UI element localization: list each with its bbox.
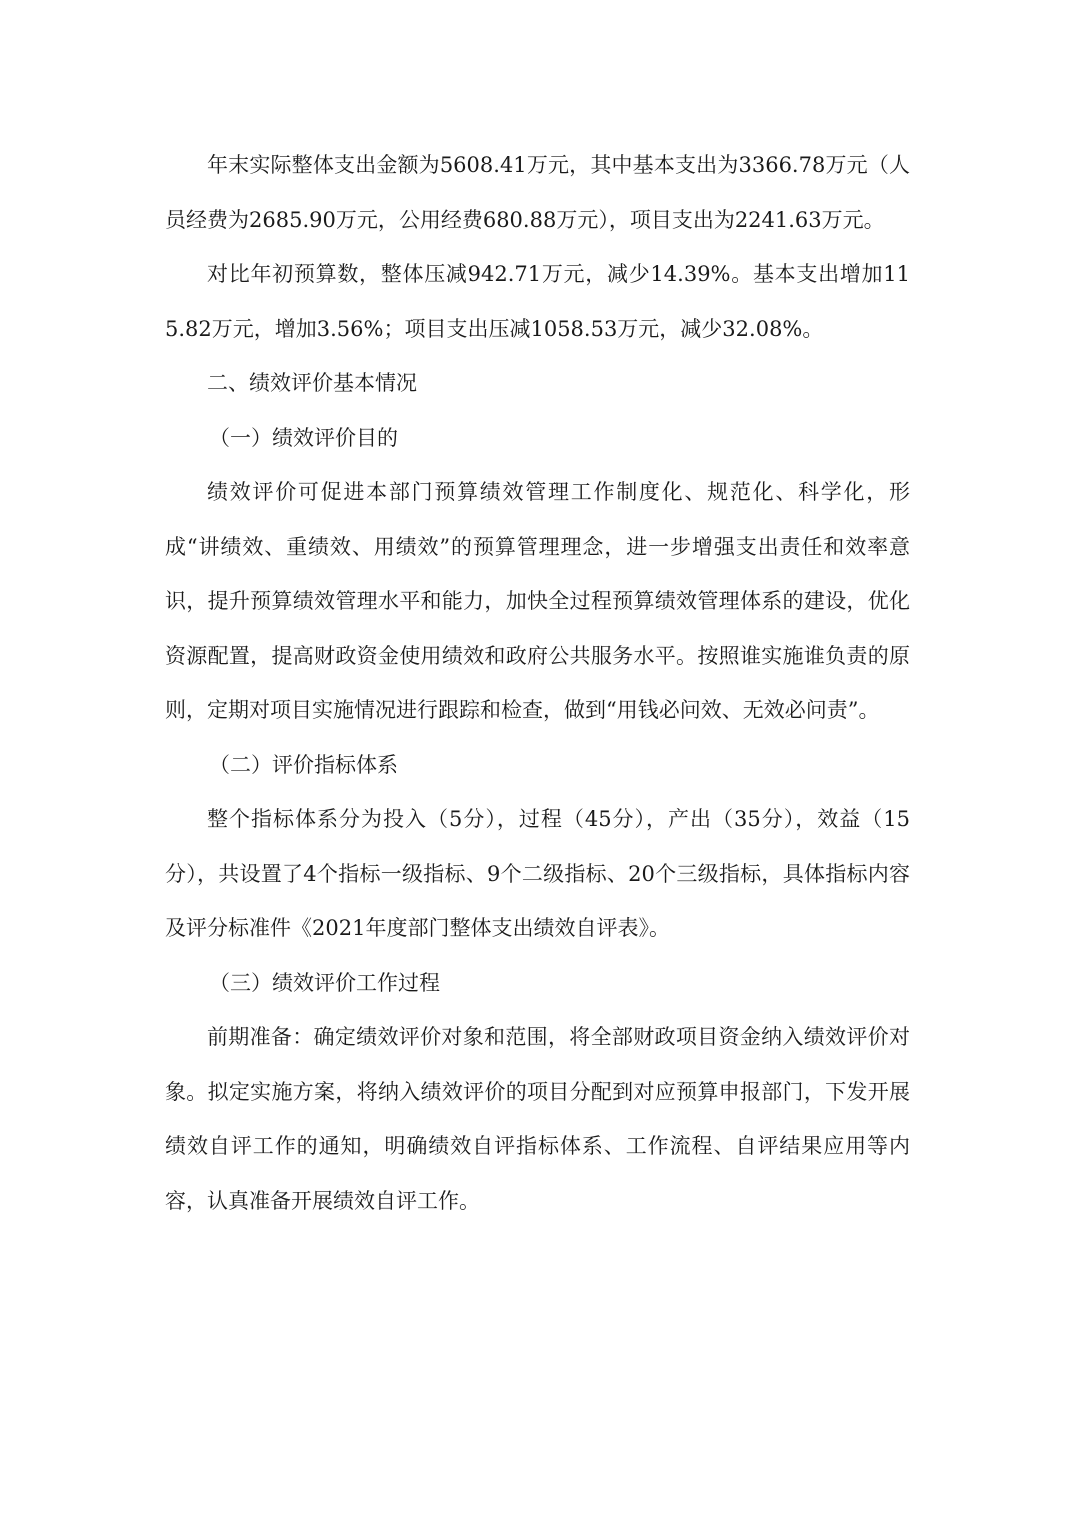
section-heading-performance-evaluation: 二、绩效评价基本情况: [207, 371, 417, 395]
paragraph-budget-comparison: 对比年初预算数，整体压减942.71万元，减少14.39%。基本支出增加115.82万元，增加3.56%；项目支出压减1058.53万元，减少32.08%。: [165, 262, 910, 341]
document-page: [165, 138, 910, 1228]
subheading-evaluation-process: （三）绩效评价工作过程: [209, 970, 440, 995]
paragraph-indicator-system: 整个指标体系分为投入（5分），过程（45分），产出（35分），效益（15分），共设置了4个指标一级指标、9个二级指标、20个三级指标，具体指标内容及评分标准件《2021年度部门整体支出绩效自评表》。: [165, 807, 910, 940]
subheading-indicator-system: （二）评价指标体系: [209, 752, 398, 777]
paragraph-evaluation-purpose: 绩效评价可促进本部门预算绩效管理工作制度化、规范化、科学化，形成“讲绩效、重绩效、用绩效”的预算管理理念，进一步增强支出责任和效率意识，提升预算绩效管理水平和能力，加快全过程预算绩效管理体系的建设，优化资源配置，提高财政资金使用绩效和政府公共服务水平。按照谁实施谁负责的原则，定期对项目实施情况进行跟踪和检查，做到“用钱必问效、无效必问责”。: [165, 480, 910, 722]
subheading-evaluation-purpose: （一）绩效评价目的: [209, 425, 398, 450]
paragraph-preparation: 前期准备：确定绩效评价对象和范围，将全部财政项目资金纳入绩效评价对象。拟定实施方案，将纳入绩效评价的项目分配到对应预算申报部门，下发开展绩效自评工作的通知，明确绩效自评指标体系、工作流程、自评结果应用等内容，认真准备开展绩效自评工作。: [165, 1025, 910, 1213]
paragraph-expenditure-total: 年末实际整体支出金额为5608.41万元，其中基本支出为3366.78万元（人员经费为2685.90万元，公用经费680.88万元），项目支出为2241.63万元。: [165, 153, 910, 232]
